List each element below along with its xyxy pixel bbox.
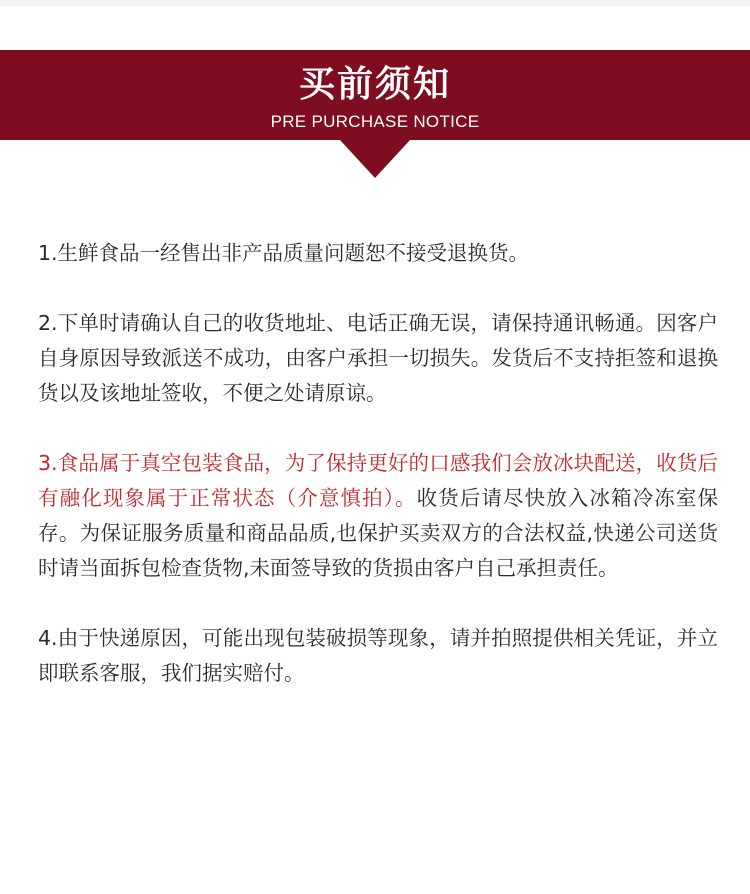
notice-item-3 (38, 446, 718, 586)
notice-item-2 (38, 306, 718, 411)
notice-item-1 (38, 236, 718, 271)
notice-list (38, 236, 718, 726)
notice-text: 收货后请尽快放入冰箱冷冻室保存。为保证服务质量和商品品质,也保护买卖双方的合法权益,快递公司送货时请当面拆包检查货物,未面签导致的货损由客户自己承担责任。 (38, 486, 719, 580)
notice-text: 2.下单时请确认自己的收货地址、电话正确无误，请保持通讯畅通。因客户自身原因导致派送不成功，由客户承担一切损失。发货后不支持拒签和退换货以及该地址签收，不便之处请原谅。 (38, 311, 718, 405)
notice-highlight-text: 3.食品属于真空包装食品，为了保持更好的口感我们会放冰块配送，收货后有融化现象属于正常状态（介意慎拍）。 (38, 451, 718, 510)
top-divider (0, 0, 750, 6)
banner-arrow-icon (340, 140, 410, 178)
page-title: 买前须知 (298, 64, 451, 105)
notice-text: 4.由于快递原因，可能出现包装破损等现象，请并拍照提供相关凭证，并立即联系客服，我们据实赔付。 (38, 626, 718, 685)
notice-item-4 (38, 621, 718, 691)
notice-text: 1.生鲜食品一经售出非产品质量问题恕不接受退换货。 (38, 241, 530, 265)
page-subtitle: PRE PURCHASE NOTICE (270, 112, 480, 131)
